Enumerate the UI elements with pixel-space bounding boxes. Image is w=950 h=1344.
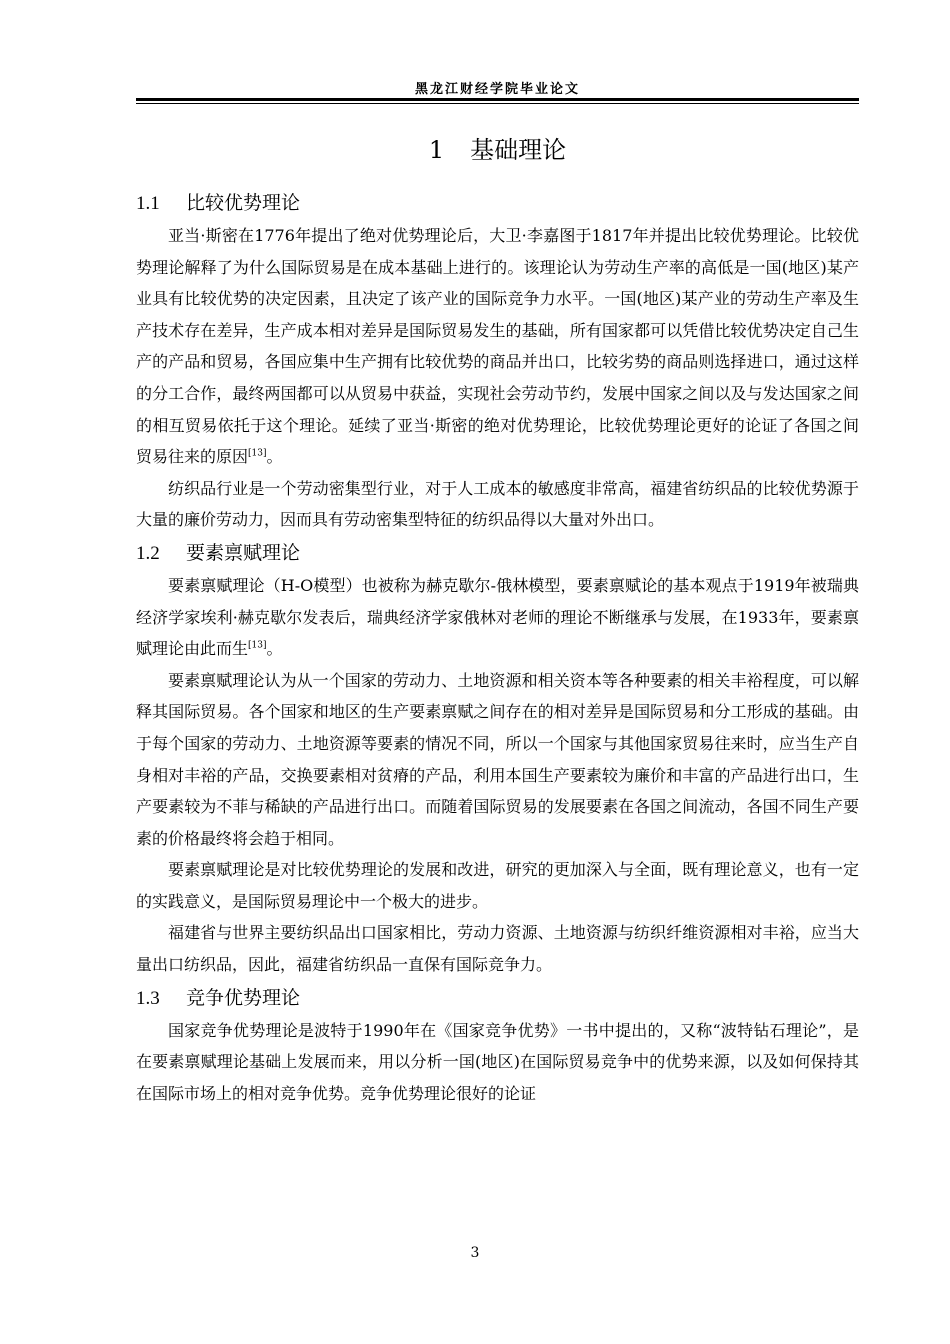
page-number: 3 bbox=[470, 1245, 480, 1261]
body-paragraph bbox=[136, 665, 859, 855]
paragraph-text: 要素禀赋理论（H-O模型）也被称为赫克歇尔-俄林模型，要素禀赋论的基本观点于1919年被瑞典经济学家埃利·赫克歇尔发表后，瑞典经济学家俄林对老师的理论不断继承与发展，在1933年，要素禀赋理论由此而生 bbox=[136, 575, 859, 659]
paragraph-text: 国家竞争优势理论是波特于1990年在《国家竞争优势》一书中提出的，又称“波特钻石理论”，是在要素禀赋理论基础上发展而来，用以分析一国(地区)在国际贸易竞争中的优势来源，以及如何保持其在国际市场上的相对竞争优势。竞争优势理论很好的论证 bbox=[136, 1020, 859, 1103]
section-title: 要素禀赋理论 bbox=[186, 541, 301, 564]
chapter-title: 基础理论 bbox=[470, 136, 567, 164]
paragraph-end-punct: 。 bbox=[266, 447, 283, 467]
body-paragraph bbox=[136, 854, 859, 917]
header-rule-thick bbox=[136, 98, 859, 101]
chapter-heading bbox=[136, 132, 859, 168]
section-number: 1.3 bbox=[136, 987, 160, 1009]
section-number: 1.1 bbox=[136, 193, 160, 214]
paragraph-text: 福建省与世界主要纺织品出口国家相比，劳动力资源、土地资源与纺织纤维资源相对丰裕，应当大量出口纺织品，因此，福建省纺织品一直保有国际竞争力。 bbox=[136, 923, 859, 975]
section-title: 比较优势理论 bbox=[186, 192, 301, 214]
body-paragraph bbox=[136, 1015, 859, 1110]
section-heading bbox=[136, 536, 859, 570]
chapter-number: 1 bbox=[428, 136, 445, 164]
paragraph-end-punct: 。 bbox=[266, 639, 283, 659]
body-paragraph bbox=[136, 917, 859, 980]
header-rule-thin bbox=[136, 103, 859, 104]
body-paragraph bbox=[136, 570, 859, 665]
section-title: 竞争优势理论 bbox=[186, 986, 301, 1009]
section-number: 1.2 bbox=[136, 542, 160, 564]
running-header-title: 黑龙江财经学院毕业论文 bbox=[414, 82, 580, 97]
chapter-body bbox=[136, 186, 859, 1109]
paragraph-text: 纺织品行业是一个劳动密集型行业，对于人工成本的敏感度非常高，福建省纺织品的比较优势源于大量的廉价劳动力，因而具有劳动密集型特征的纺织品得以大量对外出口。 bbox=[136, 478, 859, 530]
body-paragraph bbox=[136, 473, 859, 536]
section-heading bbox=[136, 981, 859, 1015]
citation-reference: [13] bbox=[248, 640, 267, 651]
paragraph-text: 亚当·斯密在1776年提出了绝对优势理论后，大卫·李嘉图于1817年并提出比较优势理论。比较优势理论解释了为什么国际贸易是在成本基础上进行的。该理论认为劳动生产率的高低是一国(地区)某产业具有比较优势的决定因素，且决定了该产业的国际竞争力水平。一国(地区)某产业的劳动生产率及生产技术存在差异，生产成本相对差异是国际贸易发生的基础，所有国家都可以凭借比较优势决定自己生产的产品和贸易，各国应集中生产拥有比较优势的商品并出口，比较劣势的商品则选择进口，通过这样的分工合作，最终两国都可以从贸易中获益，实现社会劳动节约，发展中国家之间以及与发达国家之间的相互贸易依托于这个理论。延续了亚当·斯密的绝对优势理论，比较优势理论更好的论证了各国之间贸易往来的原因 bbox=[136, 226, 859, 467]
body-paragraph bbox=[136, 220, 859, 473]
citation-reference: [13] bbox=[248, 448, 267, 459]
paragraph-text: 要素禀赋理论是对比较优势理论的发展和改进，研究的更加深入与全面，既有理论意义，也有一定的实践意义，是国际贸易理论中一个极大的进步。 bbox=[136, 860, 859, 911]
paragraph-text: 要素禀赋理论认为从一个国家的劳动力、土地资源和相关资本等各种要素的相关丰裕程度，可以解释其国际贸易。各个国家和地区的生产要素禀赋之间存在的相对差异是国际贸易和分工形成的基础。由于每个国家的劳动力、土地资源等要素的情况不同，所以一个国家与其他国家贸易往来时，应当生产自身相对丰裕的产品，交换要素相对贫瘠的产品，利用本国生产要素较为廉价和丰富的产品进行出口，生产要素较为不菲与稀缺的产品进行出口。而随着国际贸易的发展要素在各国之间流动，各国不同生产要素的价格最终将会趋于相同。 bbox=[136, 670, 859, 848]
section-heading bbox=[136, 186, 859, 220]
